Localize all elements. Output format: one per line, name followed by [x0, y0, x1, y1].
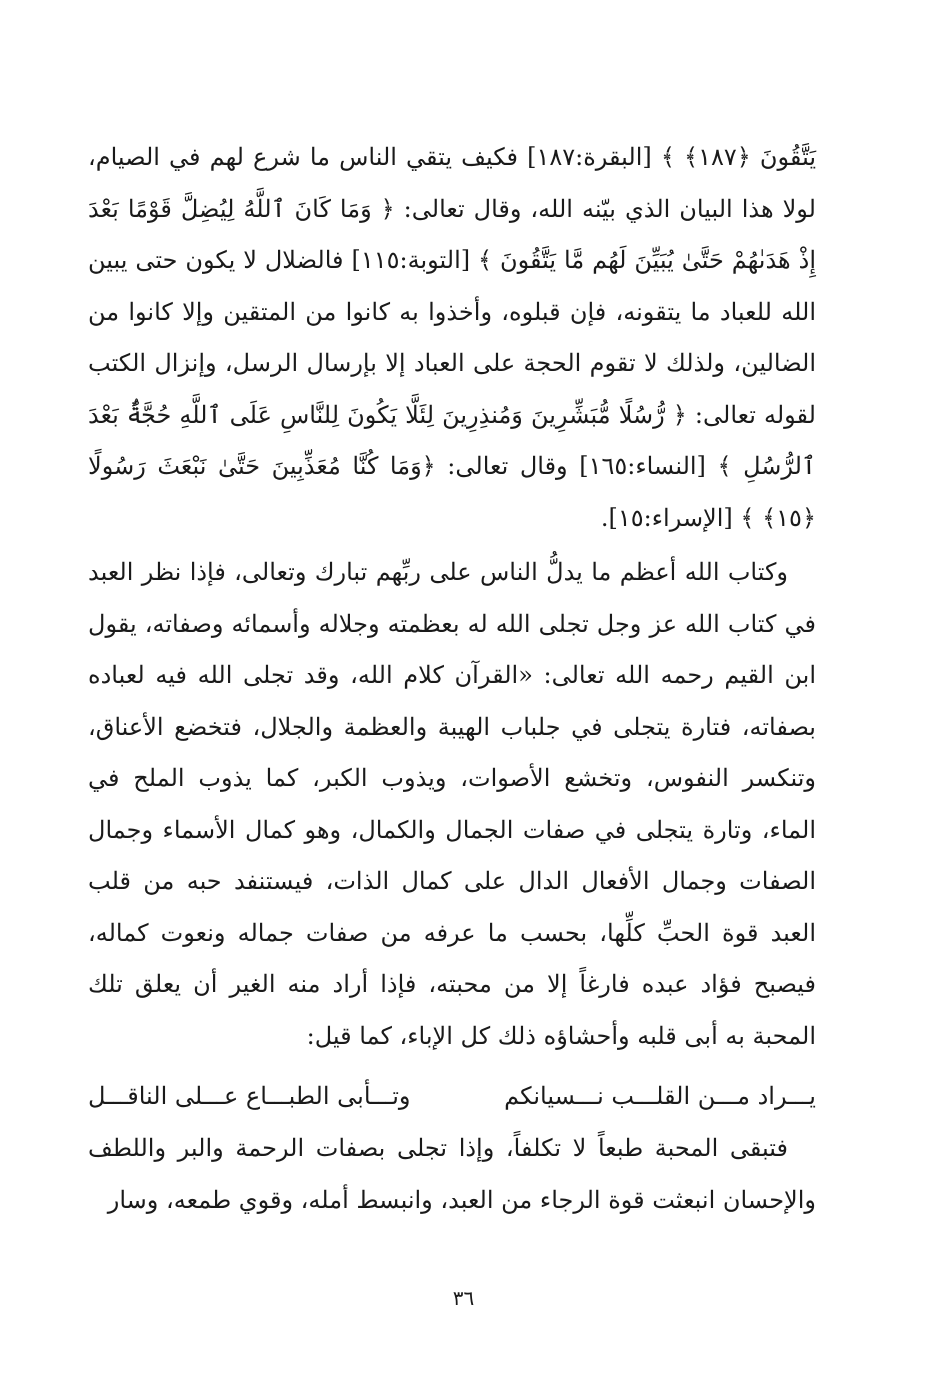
poem-hemistich-first: يـــراد مـــن القلـــب نـــسيانكم: [504, 1082, 816, 1110]
page-number: ٣٦: [452, 1286, 475, 1310]
poem-hemistich-second: وتـــأبى الطبـــاع عـــلى الناقـــل: [88, 1082, 411, 1110]
paragraph-book-of-allah: [88, 547, 816, 1062]
paragraph-body: فتبقى المحبة طبعاً لا تكلفاً، وإذا تجلى بصفات الرحمة والبر واللطف والإحسان انبعثت قوة الرجاء من العبد، وانبسط أمله، وقوي طمعه، وسار: [88, 1134, 816, 1214]
paragraph-text: [88, 547, 816, 1062]
paragraph-text: [88, 1123, 816, 1226]
poem-verse: [88, 1070, 816, 1122]
paragraph-text: يَتَّقُونَ ﴿١٨٧﴾ ﴾ [البقرة:١٨٧] فكيف يتقي الناس ما شرع لهم في الصيام، لولا هذا البيان الذي بيّنه الله، وقال تعالى: ﴿ وَمَا كَانَ ٱللَّهُ لِيُضِلَّ قَوْمًا بَعْدَ إِذْ هَدَىٰهُمْ حَتَّىٰ يُبَيِّنَ لَهُم مَّا يَتَّقُونَ ﴾ [التوبة:١١٥] فالضلال لا يكون حتى يبين الله للعباد ما يتقونه، فإن قبلوه، وأخذوا به كانوا من المتقين وإلا كانوا من الضالين، ولذلك لا تقوم الحجة على العباد إلا بإرسال الرسل، وإنزال الكتب لقوله تعالى: ﴿ رُّسُلًا مُّبَشِّرِينَ وَمُنذِرِينَ لِئَلَّا يَكُونَ لِلنَّاسِ عَلَى ٱللَّهِ حُجَّةٌۢ بَعْدَ ٱلرُّسُلِ ﴾ [النساء:١٦٥] وقال تعالى: ﴿وَمَا كُنَّا مُعَذِّبِينَ حَتَّىٰ نَبْعَثَ رَسُولًا ﴿١٥﴾ ﴾ [الإسراء:١٥].: [88, 143, 816, 532]
paragraph-love-and-hope: [88, 1123, 816, 1226]
paragraph-quran-verses: [88, 132, 816, 544]
paragraph-body: وكتاب الله أعظم ما يدلُّ الناس على ربِّهم تبارك وتعالى، فإذا نظر العبد في كتاب الله عز وجل تجلى الله له بعظمته وجلاله وأسمائه وصفاته، يقول ابن القيم رحمه الله تعالى: «القرآن كلام الله، وقد تجلى الله فيه لعباده بصفاته، فتارة يتجلى في جلباب الهيبة والعظمة والجلال، فتخضع الأعناق، وتنكسر النفوس، وتخشع الأصوات، ويذوب الكبر، كما يذوب الملح في الماء، وتارة يتجلى في صفات الجمال والكمال، وهو كمال الأسماء وجمال الصفات وجمال الأفعال الدال على كمال الذات، فيستنفد حبه من قلب العبد قوة الحبِّ كلِّها، بحسب ما عرفه من صفات جماله ونعوت كماله، فيصبح فؤاد عبده فارغاً إلا من محبته، فإذا أراد منه الغير أن يعلق تلك المحبة به أبى قلبه وأحشاؤه ذلك كل الإباء، كما قيل:: [88, 558, 816, 1050]
